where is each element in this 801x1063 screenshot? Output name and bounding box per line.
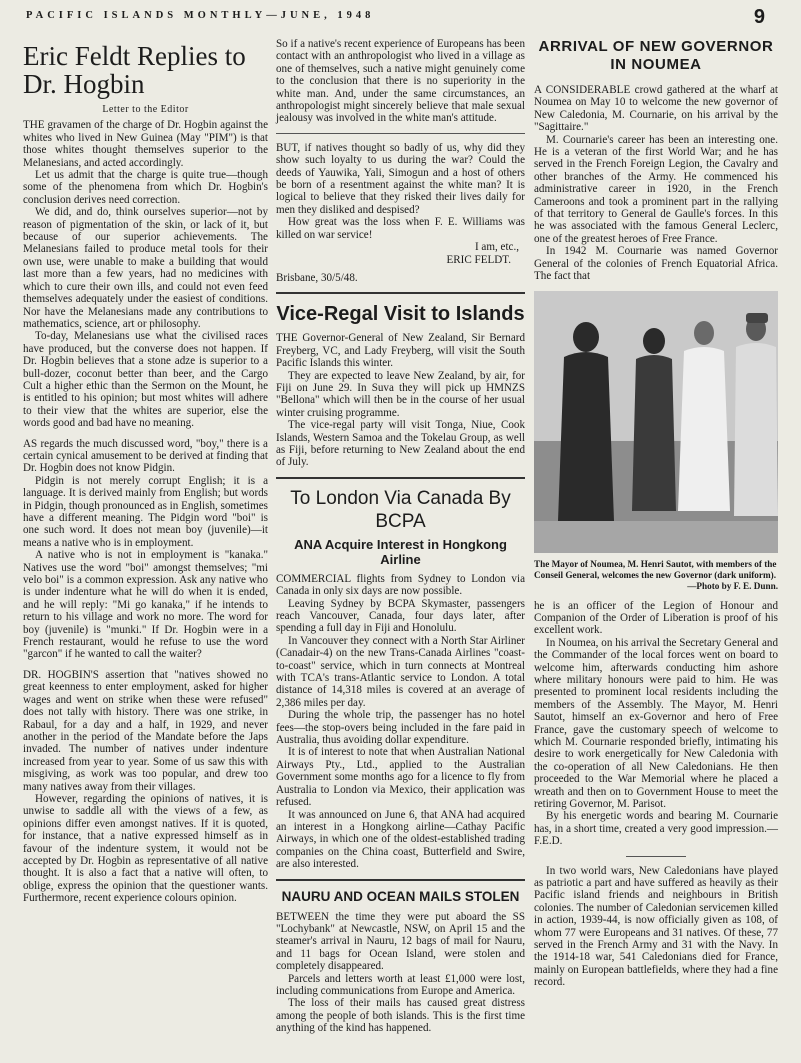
feldt-para-9: However, regarding the opinions of natives, it is unwise to saddle all with the views of a few, as opinions differ even amongst natives. If it is quoted, for instance, that a native expressed himself as in favour of the indenture system, it would not be accepted by Dr. Hogbin as representative of all native thought. It is also a fact that a native will often, to oblige, express the opinion that the questioner wants. Furthermore, recent experience colours opinion. (23, 792, 268, 905)
column-3 (534, 38, 778, 989)
vice-para-3: The vice-regal party will visit Tonga, Niue, Cook Islands, Western Samoa and the Tokelau Group, as well as Fiji, before returning to New Zealand about the end of July. (276, 419, 525, 469)
vice-para-2: They are expected to leave New Zealand, by air, for Fiji on June 29. In Suva they will pick up HMNZS "Bellona" which will then be in the course of her usual winter cruising programme. (276, 369, 525, 419)
photo-illustration (534, 291, 778, 553)
feldt-para-10: So if a native's recent experience of Europeans has been contact with an anthropologist who lived in a village as one of themselves, such a native might genuinely come to the conclusion that there is no superiority in the white man. And, under the same circumstances, an anthropologist might sincerely believe that male sexual jealousy was involved in the white man's attitude. (276, 38, 525, 125)
feldt-para-6: Pidgin is not merely corrupt English; it is a language. It is derived mainly from English; but words in Pidgin, though pronounced as in English, sometimes have a different meaning. The Pidgin word "boi" is one such word. It does not mean boy (juvenile)—it means a native who is in employment. (23, 474, 268, 549)
divider (276, 292, 525, 294)
column-1 (23, 38, 268, 905)
feldt-para-4: To-day, Melanesians use what the civilised races have produced, but the converse does not happen. If Dr. Hogbin believes that a stone adze is superior to a bull-dozer, coconut better than beer, and the Cargo Cult a higher ethic than the Sermon on the Mount, he is entitled to his opinion; but most whites will adhere to their view that the whites are superior, else the words good and bad have no meaning. (23, 330, 268, 430)
nauru-para-3: The loss of their mails has caused great distress among the people of both islands. This is the first time anything of the kind has happened. (276, 997, 525, 1035)
running-head: PACIFIC ISLANDS MONTHLY—JUNE, 1948 (26, 10, 375, 21)
photo-credit: —Photo by F. E. Dunn. (687, 580, 778, 591)
feldt-para-7: A native who is not in employment is "kanaka." Natives use the word "boi" amongst themselves; "mi velo boi" is a common expression. Ask any native who is under indenture what he will do when it is ended, and he will reply: "Mi go kanaka," if he intends to return to his village and work no more. The word for boy (juvenile) is "munki." If Dr. Hogbin were in a French restaurant, would he refuse to use the word "garcon" if he wanted to call the waiter? (23, 549, 268, 661)
feldt-closing: I am, etc., (474, 241, 519, 254)
feldt-kicker: Letter to the Editor (102, 104, 189, 115)
arrival-para-4: he is an officer of the Legion of Honour and Companion of the Order of Liberation is proof of his excellent work. (534, 599, 778, 637)
vice-para-1: THE Governor-General of New Zealand, Sir Bernard Freyberg, VC, and Lady Freyberg, will visit the South Pacific Islands this winter. (276, 332, 525, 370)
nauru-para-2: Parcels and letters worth at least £1,000 were lost, including communications from Europe and America. (276, 972, 525, 997)
arrival-para-7: In two world wars, New Caledonians have played as patriotic a part and have suffered as heavily as their Pacific island friends and neighbours in British colonies. The number of Caledonian servicemen killed in action, 1939-44, is now officially given as 108, of whom 77 were Europeans and 31 natives. Of these, 77 served in the French Army and 31 with the Navy. In the 1914-18 war, 541 Caledonians died for France, mainly on European battlefields, where they had a fine record. (534, 864, 778, 989)
divider (276, 879, 525, 881)
divider (276, 133, 525, 134)
feldt-para-11: BUT, if natives thought so badly of us, why did they show such loyalty to us during the war? Could the deeds of Yauwika, Yali, Simogun and a host of others be born of a resentment against the white man? It is logical to believe that they risked their lives daily for men they disliked and despised? (276, 141, 525, 216)
feldt-author: ERIC FELDT. (446, 253, 511, 266)
photo-caption (534, 559, 778, 592)
feldt-headline: Eric Feldt Replies to Dr. Hogbin (23, 41, 246, 99)
vice-headline: Vice-Regal Visit to Islands (276, 303, 525, 326)
london-para-3: In Vancouver they connect with a North Star Airliner (Canadair-4) on the new Trans-Canada Airlines "coast-to-coast" service, which in turn connects at Montreal with TCA's trans-Atlantic service to London. A total distance of 14,318 miles is covered at an average of 2,386 miles per day. (276, 634, 525, 709)
london-headline: To London Via Canada By BCPA (290, 487, 511, 532)
feldt-para-2: Let us admit that the charge is quite true—though some of the phenomena from which Dr. Hogbin's conclusion derives need correction. (23, 169, 268, 206)
feldt-para-12: How great was the loss when F. E. Williams was killed on war service! (276, 216, 525, 241)
arrival-headline: ARRIVAL OF NEW GOVERNOR IN NOUMEA (538, 38, 774, 73)
feldt-para-1: THE gravamen of the charge of Dr. Hogbin against the whites who lived in New Guinea (May "PIM") is that those whites thought themselves superior to the Melanesians, and acted accordingly. (23, 119, 268, 169)
governor-welcome-photo (534, 291, 778, 553)
london-para-2: Leaving Sydney by BCPA Skymaster, passengers reach Vancouver, Canada, four days later, after spending a full day in Fiji and Honolulu. (276, 597, 525, 635)
nauru-para-1: BETWEEN the time they were put aboard the SS "Lochybank" at Newcastle, NSW, on April 15 and the steamer's arrival in Nauru, 12 bags of mail for Nauru, and 11 bags for Ocean Island, were stolen and completely disappeared. (276, 910, 525, 973)
feldt-para-3: We did, and do, think ourselves superior—not by reason of pigmentation of the skin, or lack of it, but because of our superior achievements. The Melanesians failed to produce metal tools for their own use, were unable to make a building that would last more than a few years, had no medicines with which to cure their own ills, and could not even feed themselves adequately under the easiest of conditions. Nor have the Melanesians made any contributions to mathematics, science, art or philosophy. (23, 206, 268, 330)
feldt-dateline: Brisbane, 30/5/48. (276, 271, 358, 284)
london-subhead: ANA Acquire Interest in Hongkong Airline (294, 536, 507, 567)
london-para-4: During the whole trip, the passenger has no hotel fees—the stop-overs being included in the fare paid in Australia, thus avoiding dollar expenditure. (276, 709, 525, 747)
feldt-para-5: AS regards the much discussed word, "boy," there is a certain cynical amusement to be derived at finding that Dr. Hogbin does not know Pidgin. (23, 437, 268, 475)
page-number: 9 (753, 6, 765, 28)
divider (626, 856, 686, 857)
london-para-5: It is of interest to note that when Australian National Airways Pty., Ltd., applied to the Australian Government some months ago for a licence to fly from Australia to London via Mexico, their application was refused. (276, 746, 525, 809)
arrival-para-3: In 1942 M. Cournarie was named Governor General of the colonies of French Equatorial Africa. The fact that (534, 245, 778, 283)
london-para-1: COMMERCIAL flights from Sydney to London via Canada in only six days are now possible. (276, 572, 525, 598)
arrival-para-2: M. Cournarie's career has been an interesting one. He is a veteran of the first World War; and he has served in the French Foreign Legion, the Cavalry and other branches of the Army. He commenced his administrative career in 1920, in the French Cameroons and took a prominent part in the rallying of that territory to General de Gaulle's forces. In this he was associated with the famous General Leclerc, one of the greatest heroes of Free France. (534, 133, 778, 245)
nauru-headline: NAURU AND OCEAN MAILS STOLEN (281, 888, 520, 904)
column-2 (276, 38, 525, 1035)
feldt-para-8: DR. HOGBIN'S assertion that "natives showed no great keenness to enter employment, asked for higher wages and went on strike when these were refused" does not tally with history. There was one strike, in Rabaul, for a day and a half, in 1929, and never another in the period of the Mandate before the Japs invaded. The number of natives under indenture increased from year to year. Some of us saw this with misgiving, as work was too popular, and drew too many natives away from their villages. (23, 668, 268, 793)
photo-caption-text: The Mayor of Noumea, M. Henri Sautot, with members of the Conseil General, welcomes the new Governor (dark uniform). (534, 558, 777, 580)
divider (276, 477, 525, 479)
london-para-6: It was announced on June 6, that ANA had acquired an interest in a Hongkong airline—Cathay Pacific Airways, in which one of the oldest-established trading companies on the China coast, Butterfield and Swire, are also interested. (276, 808, 525, 871)
arrival-para-1: A CONSIDERABLE crowd gathered at the wharf at Noumea on May 10 to welcome the new governor of New Caledonia, M. Cournarie, on his arrival by the "Sagittaire." (534, 84, 778, 134)
arrival-para-5: In Noumea, on his arrival the Secretary General and the Commander of the local forces went on board to welcome him, afterwards conducting him ashore where military honours were paid to him. He was presented to prominent local residents including the members of the Assembly. The Mayor, M. Henri Sautot, himself an ex-Governor and hero of Free France, gave the customary speech of welcome to which M. Cournarie responded briefly, intimating his desire to work energetically for New Caledonia with the co-operation of all New Caledonians. He then proceeded to the War Memorial where he placed a wreath and then on to Government House to meet the retiring Governor, M. Parisot. (534, 636, 778, 810)
arrival-para-6: By his energetic words and bearing M. Cournarie has, in a short time, created a very good impression.—F.E.D. (534, 810, 778, 848)
